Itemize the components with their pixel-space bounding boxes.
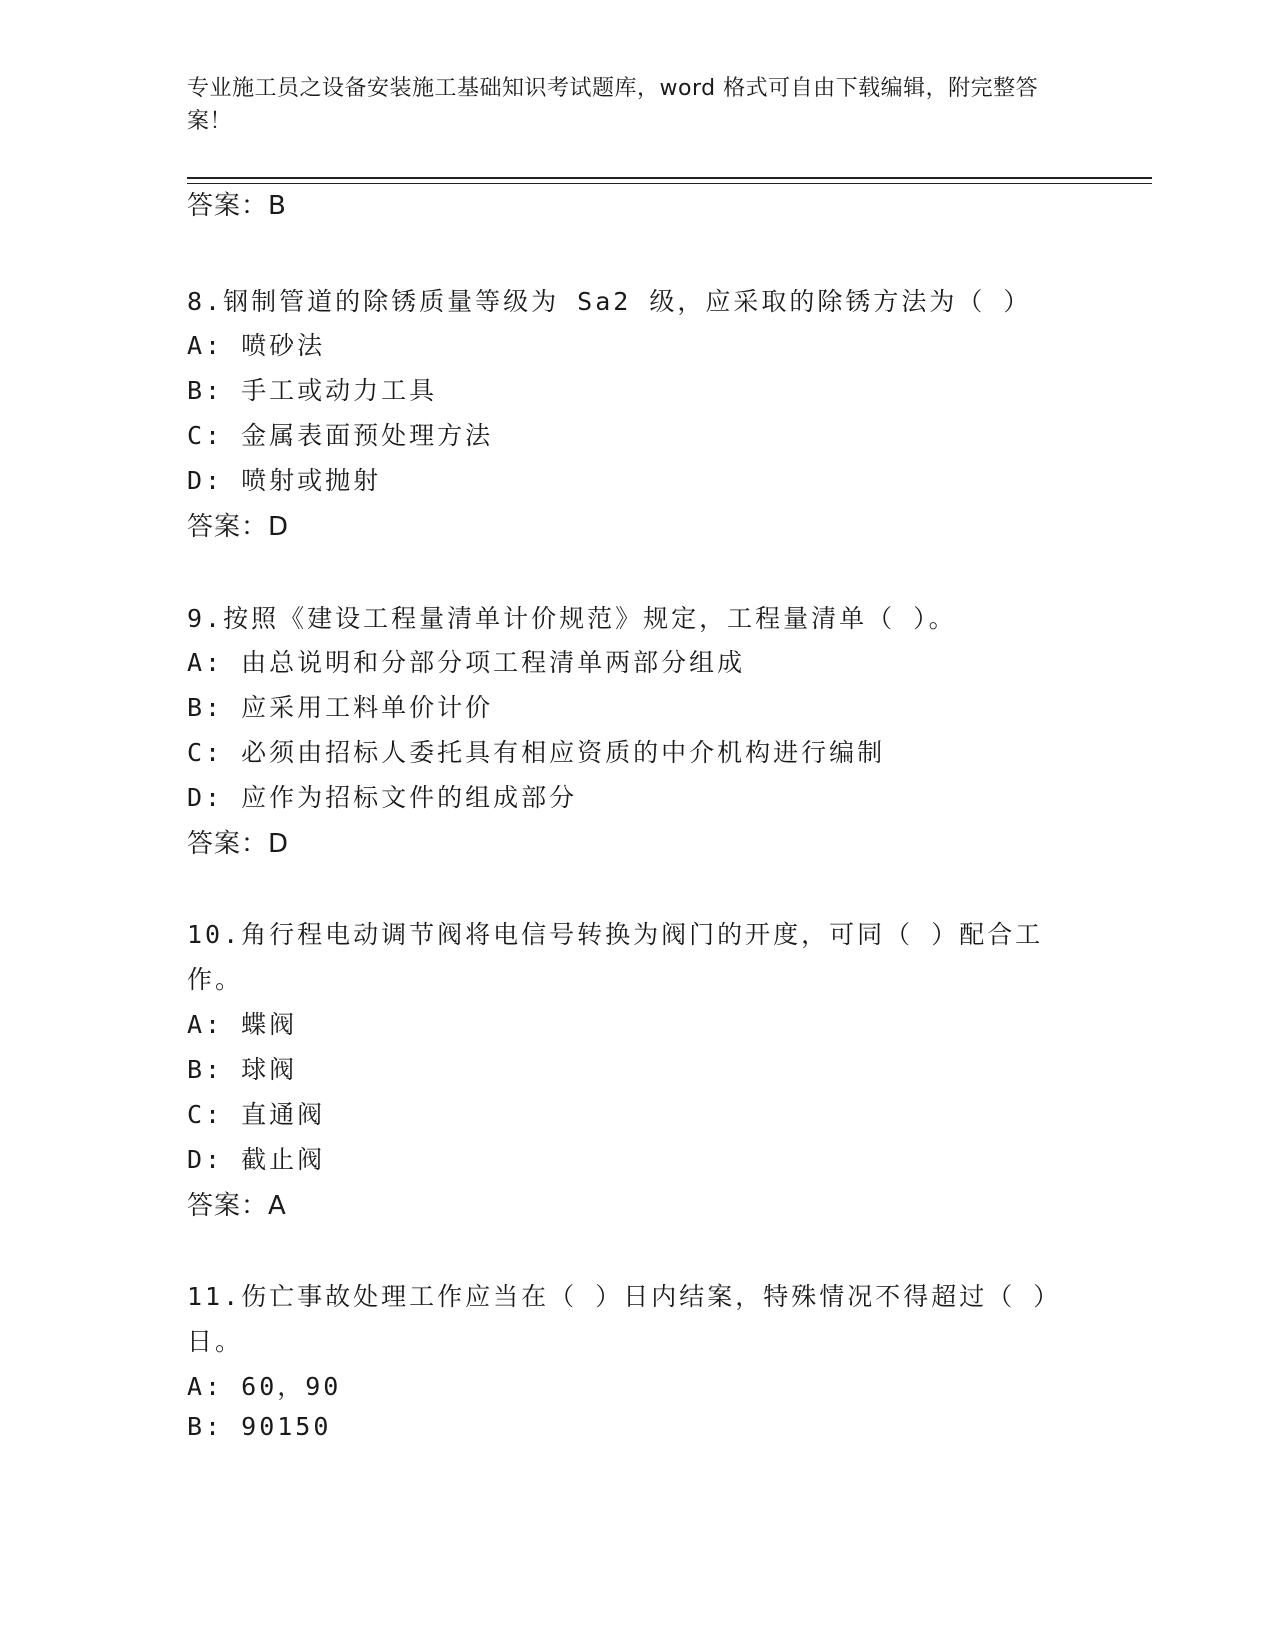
question-stem: 8.钢制管道的除锈质量等级为 Sa2 级，应采取的除锈方法为（ ）: [187, 287, 1032, 316]
option-d: D: 应作为招标文件的组成部分: [187, 783, 578, 812]
option-a: A: 喷砂法: [187, 331, 326, 360]
question-stem: 9.按照《建设工程量清单计价规范》规定，工程量清单（ ）。: [187, 604, 957, 633]
option-a: A: 蝶阀: [187, 1010, 298, 1039]
question-stem-line1: 10.角行程电动调节阀将电信号转换为阀门的开度，可同（ ）配合工: [187, 920, 1044, 949]
document-header: 专业施工员之设备安装施工基础知识考试题库，word 格式可自由下载编辑，附完整答案！: [187, 76, 1039, 134]
option-b: B: 手工或动力工具: [187, 376, 438, 405]
option-a: A: 由总说明和分部分项工程清单两部分组成: [187, 648, 746, 677]
option-c: C: 金属表面预处理方法: [187, 421, 494, 450]
option-b: B: 应采用工料单价计价: [187, 693, 494, 722]
header-rule-thick: [187, 177, 1152, 179]
option-d: D: 截止阀: [187, 1145, 326, 1174]
question-stem-line2: 作。: [187, 965, 244, 994]
question-stem-line1: 11.伤亡事故处理工作应当在（ ）日内结案，特殊情况不得超过（ ）: [187, 1282, 1062, 1311]
option-d: D: 喷射或抛射: [187, 466, 382, 495]
answer-line: 答案：B: [187, 191, 287, 221]
option-a: A: 60，90: [187, 1372, 342, 1401]
option-b: B: 90150: [187, 1412, 332, 1441]
option-b: B: 球阀: [187, 1055, 298, 1084]
answer-line: 答案：A: [187, 1191, 287, 1221]
question-stem-line2: 日。: [187, 1327, 244, 1356]
answer-line: 答案：D: [187, 512, 290, 542]
header-rule-thin: [187, 183, 1152, 184]
option-c: C: 直通阀: [187, 1100, 326, 1129]
answer-line: 答案：D: [187, 829, 290, 859]
option-c: C: 必须由招标人委托具有相应资质的中介机构进行编制: [187, 738, 886, 767]
